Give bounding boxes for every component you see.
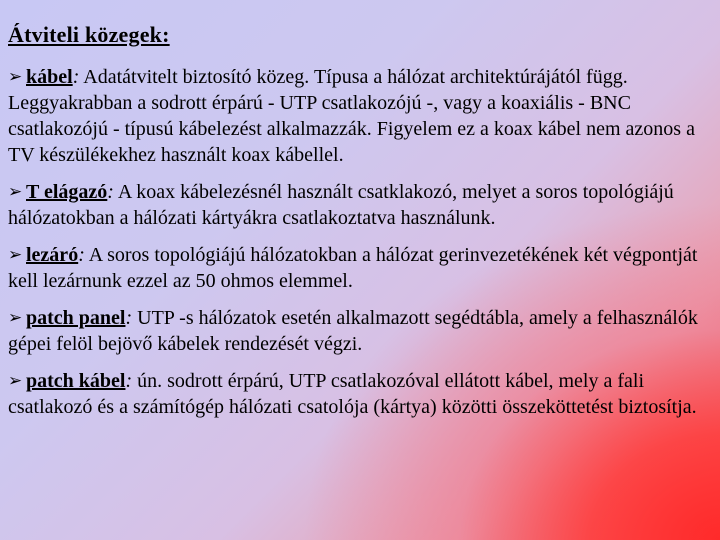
list-item-lezaro <box>8 242 716 294</box>
term-description: ún. sodrott érpárú, UTP csatlakozóval ellátott kábel, mely a fali csatlakozó és a számítógép hálózati csatolója (kártya) közötti összeköttetést biztosítja. <box>8 370 697 418</box>
term-description: Adatátvitelt biztosító közeg. Típusa a hálózat architektúrájától függ. Leggyakrabban a sodrott érpárú - UTP csatlakozójú -, vagy a koaxiális - BNC csatlakozójú - típusú kábelezést alkalmazzák. Figyelem ez a koax kábel nem azonos a TV készülékekhez használt koax kábellel. <box>8 66 695 166</box>
term-label: patch kábel <box>26 370 126 392</box>
term-colon: : <box>125 307 133 329</box>
term-label: lezáró <box>26 244 79 266</box>
arrow-bullet-icon: ➢ <box>8 182 23 202</box>
term-label: kábel <box>26 66 73 88</box>
term-label: patch panel <box>26 307 126 329</box>
term-colon: : <box>72 66 80 88</box>
term-colon: : <box>125 370 133 392</box>
slide <box>8 22 716 431</box>
term-colon: : <box>78 244 85 266</box>
arrow-bullet-icon: ➢ <box>8 371 23 391</box>
term-colon: : <box>107 181 114 203</box>
term-description: A koax kábelezésnél használt csatklakozó, melyet a soros topológiájú hálózatokban a hálózati kártyákra csatlakoztatva használunk. <box>8 181 674 229</box>
arrow-bullet-icon: ➢ <box>8 308 23 328</box>
arrow-bullet-icon: ➢ <box>8 245 23 265</box>
term-description: A soros topológiájú hálózatokban a hálózat gerinvezetékének két végpontját kell lezárnunk ezzel az 50 ohmos elemmel. <box>8 244 698 292</box>
list-item-kabel <box>8 64 716 168</box>
slide-title: Átviteli közegek: <box>8 22 170 47</box>
arrow-bullet-icon: ➢ <box>8 67 23 87</box>
list-item-patch-kabel <box>8 368 716 420</box>
term-description: UTP -s hálózatok esetén alkalmazott segédtábla, amely a felhasználók gépei felöl bejövő kábelek rendezését végzi. <box>8 307 698 355</box>
term-label: T elágazó <box>26 181 108 203</box>
list-item-t-elagazo <box>8 179 716 231</box>
list-item-patch-panel <box>8 305 716 357</box>
